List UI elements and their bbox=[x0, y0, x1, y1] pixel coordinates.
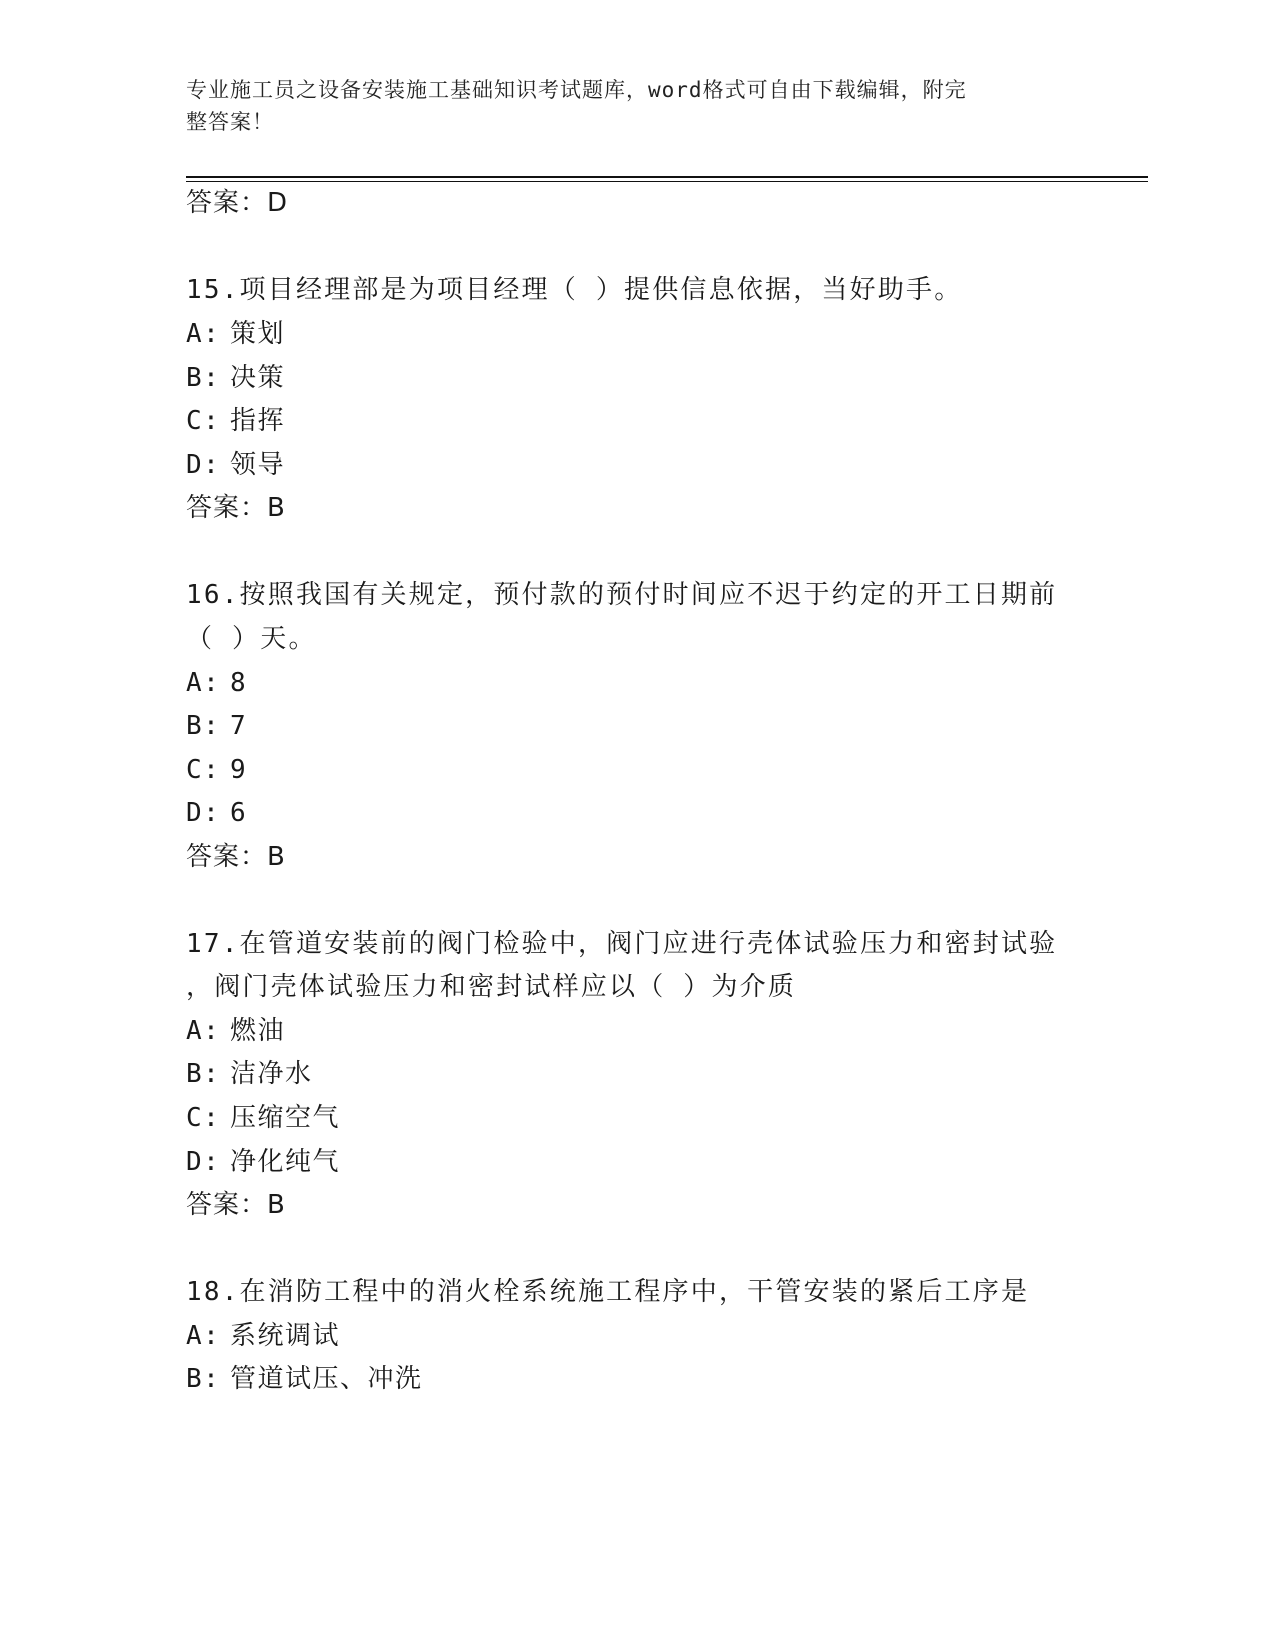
question-stem-continued: （ ）天。 bbox=[186, 624, 317, 654]
answer: 答案：B bbox=[186, 842, 286, 872]
option-letter: C: bbox=[186, 1103, 221, 1133]
option bbox=[186, 317, 285, 351]
question-stem: 18.在消防工程中的消火栓系统施工程序中，干管安装的紧后工序是 bbox=[186, 1277, 1030, 1307]
option-text: 燃油 bbox=[230, 1016, 286, 1046]
option bbox=[186, 404, 285, 438]
option bbox=[186, 666, 247, 700]
option-letter: B: bbox=[186, 711, 221, 741]
header-divider-thin bbox=[186, 181, 1148, 182]
option-letter: A: bbox=[186, 1321, 221, 1351]
option bbox=[186, 1362, 423, 1396]
option bbox=[186, 753, 247, 787]
option bbox=[186, 1319, 340, 1353]
option-letter: A: bbox=[186, 668, 221, 698]
option-text: 管道试压、冲洗 bbox=[230, 1364, 423, 1394]
option-text: 领导 bbox=[230, 450, 286, 480]
option-letter: A: bbox=[186, 319, 221, 349]
option-letter: C: bbox=[186, 755, 221, 785]
option bbox=[186, 1057, 313, 1091]
option-letter: C: bbox=[186, 406, 221, 436]
option-text: 6 bbox=[230, 798, 248, 828]
option bbox=[186, 1101, 340, 1135]
option-text: 决策 bbox=[230, 363, 286, 393]
option bbox=[186, 1014, 285, 1048]
option-text: 8 bbox=[230, 668, 248, 698]
option-letter: D: bbox=[186, 450, 221, 480]
option bbox=[186, 709, 247, 743]
option bbox=[186, 361, 285, 395]
option bbox=[186, 448, 285, 482]
previous-answer: 答案：D bbox=[186, 188, 289, 218]
option-text: 9 bbox=[230, 755, 248, 785]
option-letter: D: bbox=[186, 1147, 221, 1177]
answer: 答案：B bbox=[186, 493, 286, 523]
option-letter: B: bbox=[186, 1059, 221, 1089]
question-stem: 17.在管道安装前的阀门检验中，阀门应进行壳体试验压力和密封试验 bbox=[186, 929, 1058, 959]
question-stem: 15.项目经理部是为项目经理（ ）提供信息依据，当好助手。 bbox=[186, 275, 963, 305]
header-line-1: 专业施工员之设备安装施工基础知识考试题库，word格式可自由下载编辑，附完 bbox=[186, 78, 967, 102]
option-text: 净化纯气 bbox=[230, 1147, 341, 1177]
option-text: 系统调试 bbox=[230, 1321, 341, 1351]
header-line-2: 整答案！ bbox=[186, 110, 274, 134]
question-stem-continued: ，阀门壳体试验压力和密封试样应以（ ）为介质 bbox=[186, 972, 797, 1002]
answer: 答案：B bbox=[186, 1190, 286, 1220]
option-text: 指挥 bbox=[230, 406, 286, 436]
option-text: 洁净水 bbox=[230, 1059, 313, 1089]
header-divider bbox=[186, 176, 1148, 178]
option-text: 压缩空气 bbox=[230, 1103, 341, 1133]
option-letter: B: bbox=[186, 1364, 221, 1394]
option-text: 7 bbox=[230, 711, 248, 741]
document-header bbox=[186, 74, 1066, 138]
question-stem: 16.按照我国有关规定，预付款的预付时间应不迟于约定的开工日期前 bbox=[186, 580, 1058, 610]
option-letter: D: bbox=[186, 798, 221, 828]
option-letter: B: bbox=[186, 363, 221, 393]
option-letter: A: bbox=[186, 1016, 221, 1046]
option-text: 策划 bbox=[230, 319, 286, 349]
option bbox=[186, 1145, 340, 1179]
option bbox=[186, 796, 247, 830]
